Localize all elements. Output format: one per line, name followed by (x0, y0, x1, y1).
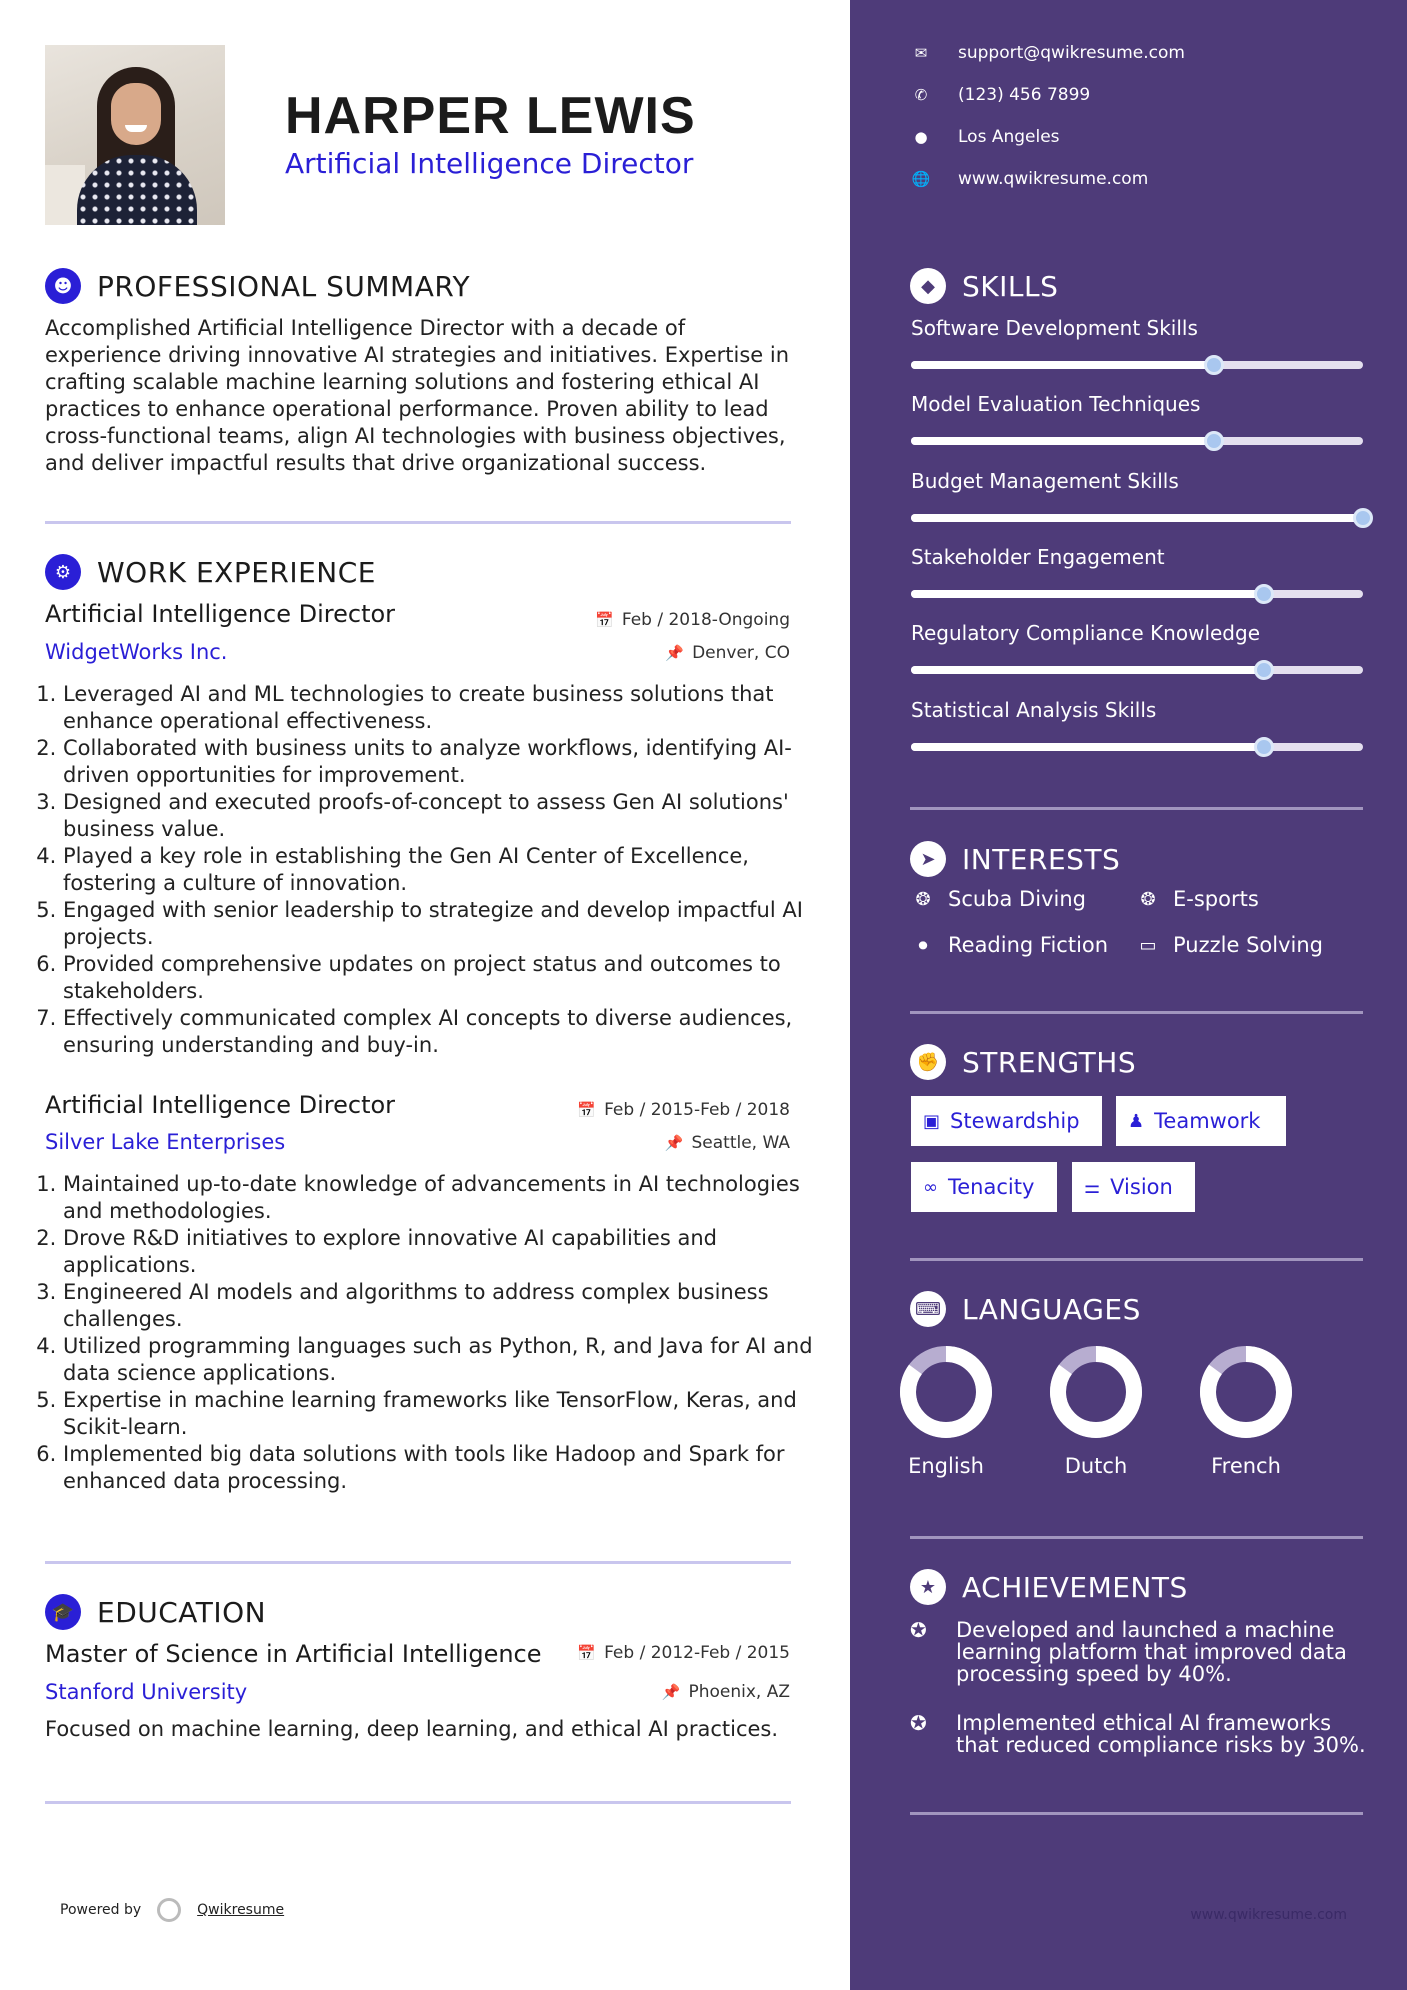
sidebar (850, 0, 1407, 1990)
job-dates: 📅 Feb / 2018-Ongoing (595, 610, 790, 630)
language-ring (1048, 1344, 1144, 1440)
skill-knob (1353, 508, 1373, 528)
qwikresume-logo-icon (157, 1898, 181, 1922)
list-item: 1. Leveraged AI and ML technologies to create business solutions that enhance operational effectiveness. (63, 681, 823, 735)
education-description: Focused on machine learning, deep learning, and ethical AI practices. (45, 1717, 779, 1741)
list-item: 5. Engaged with senior leadership to strategize and develop impactful AI projects. (63, 897, 823, 951)
brand-link[interactable]: Qwikresume (197, 1902, 285, 1918)
calendar-icon: 📅 (577, 1101, 597, 1119)
language-ring (1198, 1344, 1294, 1440)
list-item: 7. Effectively communicated complex AI concepts to diverse audiences, ensuring understanding and buy-in. (63, 1005, 823, 1059)
list-item: 4. Utilized programming languages such as Python, R, and Java for AI and data science applications. (63, 1333, 823, 1387)
star-badge-icon: ★ (910, 1569, 946, 1605)
language-item (891, 1344, 1001, 1478)
pin-icon: 📌 (664, 1134, 684, 1152)
achievement-item: ✪ Implemented ethical AI frameworks that reduced compliance risks by 30%. (910, 1711, 1366, 1757)
skill-bar (911, 666, 1363, 674)
skill-bar (911, 514, 1363, 522)
skill-bar (911, 437, 1363, 445)
list-item: 2. Collaborated with business units to analyze workflows, identifying AI-driven opportunities for improvement. (63, 735, 823, 789)
language-name: French (1211, 1454, 1281, 1478)
list-item: 3. Engineered AI models and algorithms to address complex business challenges. (63, 1279, 823, 1333)
skill-knob (1254, 737, 1274, 757)
footer-website[interactable]: www.qwikresume.com (1190, 1907, 1347, 1923)
briefcase-icon: ▣ (923, 1110, 941, 1132)
summary-heading: ☻ PROFESSIONAL SUMMARY (45, 268, 470, 304)
section-divider (910, 1258, 1363, 1261)
skill-name: Stakeholder Engagement (911, 545, 1165, 569)
contact-website: 🌐 www.qwikresume.com (911, 169, 1149, 189)
list-item: 1. Maintained up-to-date knowledge of advancements in AI technologies and methodologies. (63, 1171, 823, 1225)
job-location: 📌 Denver, CO (665, 643, 790, 663)
education-heading: 🎓 EDUCATION (45, 1594, 266, 1630)
strength-badge: ♟ Teamwork (1116, 1096, 1286, 1146)
briefcase-user-icon: ⚙ (45, 554, 81, 590)
list-item: 6. Provided comprehensive updates on project status and outcomes to stakeholders. (63, 951, 823, 1005)
interest-item: ❂ Scuba Diving (910, 887, 1086, 911)
map-marker-icon: ● (914, 128, 928, 146)
job-title: Artificial Intelligence Director (45, 1091, 396, 1119)
skill-knob (1254, 584, 1274, 604)
section-divider (45, 1561, 791, 1564)
language-name: Dutch (1064, 1454, 1128, 1478)
section-divider (910, 1011, 1363, 1014)
candidate-title: Artificial Intelligence Director (285, 147, 694, 180)
job-bullets (35, 1171, 823, 1495)
achievement-item: ✪ Developed and launched a machine learning platform that improved data processing speed by 40%. (910, 1618, 1347, 1686)
company-name: WidgetWorks Inc. (45, 640, 228, 664)
pin-icon: 📌 (665, 644, 685, 662)
summary-text: Accomplished Artificial Intelligence Director with a decade of experience driving innovative AI strategies and initiatives. Expertise in crafting scalable machine learning solutions and fostering ethical AI practices to enhance operational performance. Proven ability to lead cross-functional teams, align AI technologies with business objectives, and deliver impactful results that drive organizational success. (45, 316, 790, 475)
fist-icon: ✊ (910, 1044, 946, 1080)
section-divider (910, 1812, 1363, 1815)
language-name: English (908, 1454, 984, 1478)
strength-badge: ⚌ Vision (1072, 1162, 1195, 1212)
experience-heading: ⚙ WORK EXPERIENCE (45, 554, 376, 590)
gamepad-icon: ⏺ (918, 934, 928, 956)
user-icon: ☻ (45, 268, 81, 304)
education-dates: 📅 Feb / 2012-Feb / 2015 (577, 1643, 790, 1663)
life-ring-icon: ❂ (1140, 888, 1156, 910)
job-title: Artificial Intelligence Director (45, 600, 396, 628)
skill-name: Model Evaluation Techniques (911, 392, 1201, 416)
strengths-heading: ✊ STRENGTHS (910, 1044, 1136, 1080)
profile-photo (45, 45, 225, 225)
life-ring-icon: ❂ (915, 888, 931, 910)
skill-name: Regulatory Compliance Knowledge (911, 621, 1261, 645)
users-icon: ♟ (1128, 1110, 1145, 1132)
job-bullets (35, 681, 823, 1059)
skill-bar (911, 361, 1363, 369)
paper-plane-icon: ➤ (910, 841, 946, 877)
graduate-icon: 🎓 (45, 1594, 81, 1630)
skill-knob (1204, 431, 1224, 451)
envelope-icon: ✉ (914, 44, 928, 62)
language-item (1041, 1344, 1151, 1478)
degree-title: Master of Science in Artificial Intelligence (45, 1640, 542, 1668)
contact-location: ● Los Angeles (910, 127, 1060, 147)
achievements-heading: ★ ACHIEVEMENTS (910, 1569, 1188, 1605)
language-item (1191, 1344, 1301, 1478)
interest-item: ▭ Puzzle Solving (1135, 933, 1323, 957)
languages-heading: ⌨ LANGUAGES (910, 1291, 1141, 1327)
contact-email: ✉ support@qwikresume.com (910, 43, 1185, 63)
skill-knob (1204, 355, 1224, 375)
book-icon: ▭ (1139, 934, 1157, 956)
list-item: 5. Expertise in machine learning frameworks like TensorFlow, Keras, and Scikit-learn. (63, 1387, 823, 1441)
list-item: 3. Designed and executed proofs-of-concept to assess Gen AI solutions' business value. (63, 789, 823, 843)
contact-phone: ✆ (123) 456 7899 (910, 85, 1090, 105)
section-divider (910, 807, 1363, 810)
binoculars-icon: ⚌ (1084, 1176, 1101, 1198)
skills-heading: ◆ SKILLS (910, 268, 1058, 304)
skill-name: Statistical Analysis Skills (911, 698, 1157, 722)
strength-badge: ▣ Stewardship (911, 1096, 1102, 1146)
language-ring (898, 1344, 994, 1440)
interests-heading: ➤ INTERESTS (910, 841, 1120, 877)
section-divider (45, 521, 791, 524)
section-divider (45, 1801, 791, 1804)
job-location: 📌 Seattle, WA (664, 1133, 790, 1153)
globe-icon: 🌐 (911, 170, 931, 188)
calendar-icon: 📅 (595, 611, 614, 629)
phone-icon: ✆ (914, 86, 928, 104)
link-icon: ∞ (923, 1176, 938, 1198)
job-dates: 📅 Feb / 2015-Feb / 2018 (577, 1100, 790, 1120)
star-icon: ✪ (910, 1711, 927, 1735)
company-name: Silver Lake Enterprises (45, 1130, 286, 1154)
strength-badge: ∞ Tenacity (911, 1162, 1057, 1212)
powered-by: Powered by Qwikresume (60, 1898, 284, 1922)
school-name: Stanford University (45, 1680, 248, 1704)
skill-knob (1254, 660, 1274, 680)
interest-item: ❂ E-sports (1135, 887, 1259, 911)
star-icon: ✪ (910, 1618, 927, 1642)
pin-icon: 📌 (661, 1683, 681, 1701)
list-item: 4. Played a key role in establishing the Gen AI Center of Excellence, fostering a culture of innovation. (63, 843, 823, 897)
list-item: 6. Implemented big data solutions with tools like Hadoop and Spark for enhanced data processing. (63, 1441, 823, 1495)
interest-item: ⏺ Reading Fiction (910, 933, 1108, 957)
skill-bar (911, 743, 1363, 751)
education-location: 📌 Phoenix, AZ (661, 1682, 790, 1702)
list-item: 2. Drove R&D initiatives to explore innovative AI capabilities and applications. (63, 1225, 823, 1279)
skill-name: Budget Management Skills (911, 469, 1179, 493)
section-divider (910, 1536, 1363, 1539)
calendar-icon: 📅 (577, 1644, 597, 1662)
skill-name: Software Development Skills (911, 316, 1198, 340)
candidate-name: HARPER LEWIS (285, 87, 696, 145)
skill-bar (911, 590, 1363, 598)
lightbulb-icon: ◆ (910, 268, 946, 304)
language-icon: ⌨ (910, 1291, 946, 1327)
